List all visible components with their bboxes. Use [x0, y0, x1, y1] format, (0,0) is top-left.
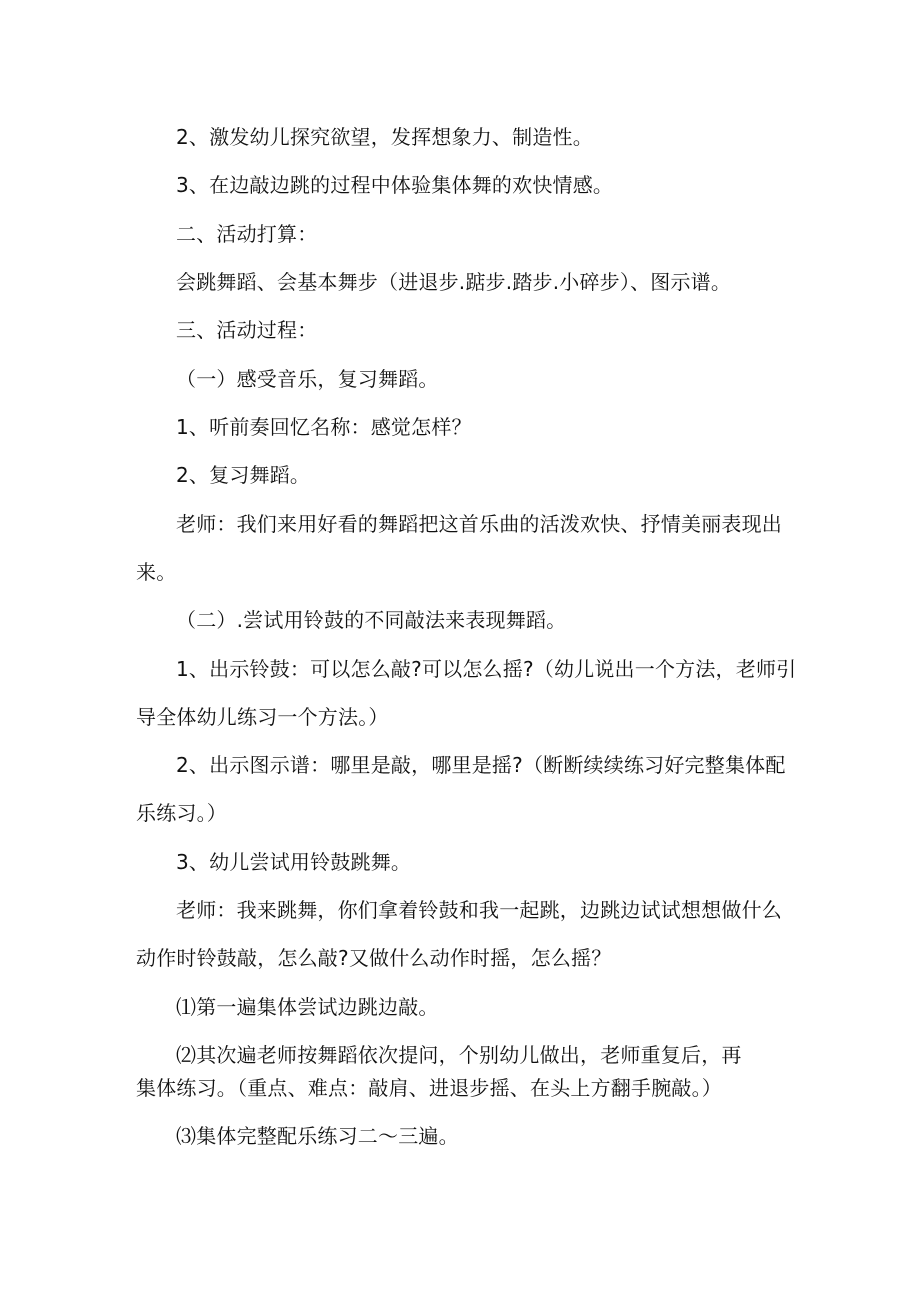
text-line-3: 二、活动打算： — [176, 222, 318, 246]
text-line-9: 老师：我们来用好看的舞蹈把这首乐曲的活泼欢快、抒情美丽表现出 — [176, 512, 782, 536]
text-line-16: 3、幼儿尝试用铃鼓跳舞。 — [176, 850, 412, 874]
text-line-20: ⑵其次遍老师按舞蹈依次提问，个别幼儿做出，老师重复后，再 — [176, 1043, 742, 1067]
text-line-22: ⑶集体完整配乐练习二～三遍。 — [176, 1124, 459, 1148]
text-line-13: 导全体幼儿练习一个方法。） — [136, 705, 389, 729]
text-line-6: （一）感受音乐，复习舞蹈。 — [176, 367, 439, 391]
text-line-12: 1、出示铃鼓：可以怎么敲?可以怎么摇?（幼儿说出一个方法，老师引 — [176, 657, 797, 681]
text-line-17: 老师：我来跳舞，你们拿着铃鼓和我一起跳，边跳边试试想想做什么 — [176, 898, 782, 922]
text-line-4: 会跳舞蹈、会基本舞步（进退步.踮步.踏步.小碎步）、图示谱。 — [176, 270, 732, 294]
text-line-10: 来。 — [136, 560, 177, 584]
text-line-21: 集体练习。（重点、难点：敲肩、进退步摇、在头上方翻手腕敲。） — [136, 1076, 722, 1100]
text-line-11: （二）.尝试用铃鼓的不同敲法来表现舞蹈。 — [176, 608, 567, 632]
text-line-19: ⑴第一遍集体尝试边跳边敲。 — [176, 995, 439, 1019]
text-line-5: 三、活动过程： — [176, 318, 318, 342]
text-line-7: 1、听前奏回忆名称：感觉怎样？ — [176, 415, 472, 439]
text-line-15: 乐练习。） — [136, 801, 227, 825]
text-line-14: 2、出示图示谱：哪里是敲，哪里是摇?（断断续续练习好完整集体配 — [176, 753, 786, 777]
text-line-1: 2、激发幼儿探究欲望，发挥想象力、制造性。 — [176, 125, 593, 149]
text-line-8: 2、复习舞蹈。 — [176, 463, 311, 487]
text-line-2: 3、在边敲边跳的过程中体验集体舞的欢快情感。 — [176, 173, 614, 197]
text-line-18: 动作时铃鼓敲，怎么敲?又做什么动作时摇，怎么摇？ — [136, 946, 612, 970]
